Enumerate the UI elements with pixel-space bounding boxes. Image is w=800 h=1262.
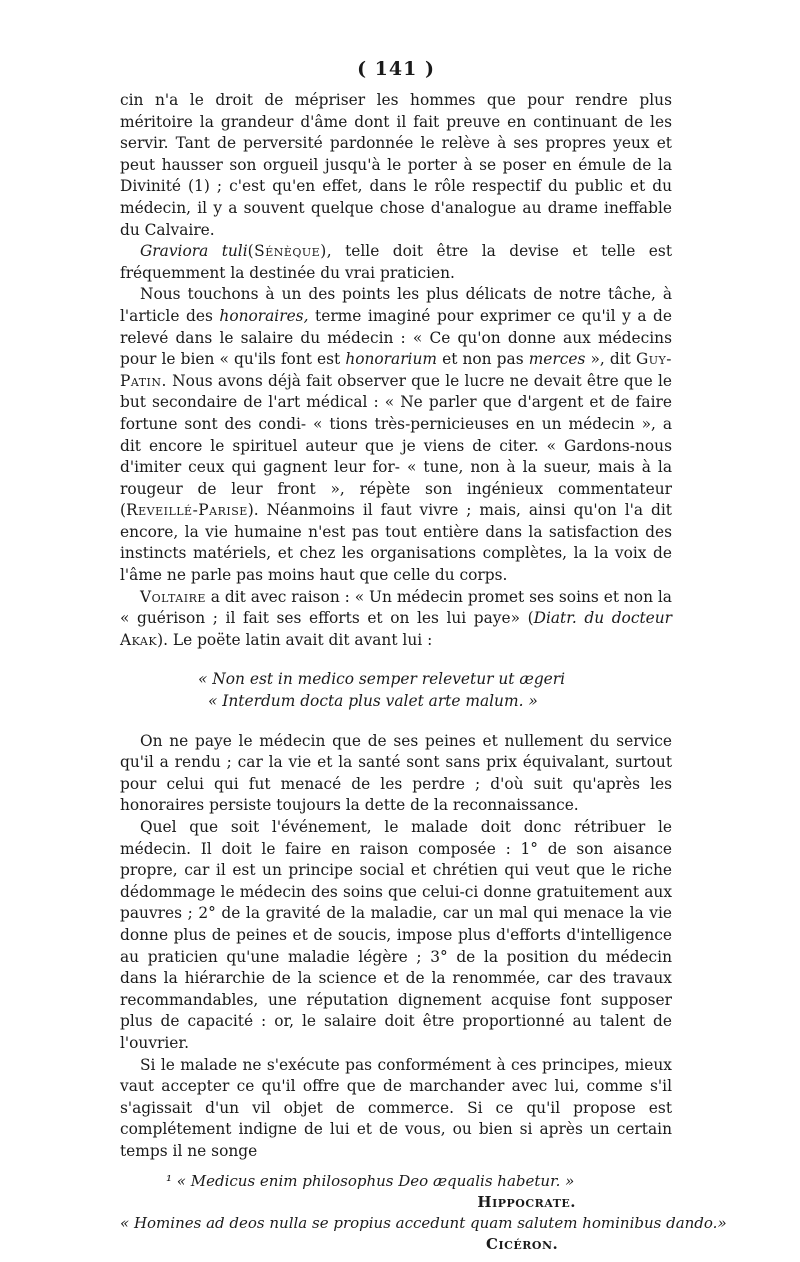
paragraph-2-text: , telle doit être la devise et telle est fréquemment la destinée du vrai praticien. — [120, 242, 673, 282]
verse-line-1: « Non est in medico semper relevetur ut ægeri — [198, 670, 566, 689]
p4-text-b: ). Le poëte latin avait dit avant lui : — [157, 630, 433, 649]
term-merces: merces — [528, 350, 586, 369]
p3-text-f: ). Néanmoins il faut vivre ; mais, ainsi qu'on l'a dit encore, la vie humaine n'est pas tout entière dans la satisfaction des instincts matériels, et chez les organisations complètes, la la voix de l'âme ne parle pas moins haut que celle du corps. — [120, 501, 672, 585]
p3-text-b: terme imaginé pour exprimer ce qu'il y a de relevé dans le salaire du médecin : « Ce qu'on donne aux médecins pour le bien « qu'ils font est — [120, 306, 672, 369]
author-voltaire: Voltaire — [140, 587, 206, 606]
paragraph-3 — [120, 284, 672, 586]
latin-verse — [198, 669, 672, 712]
footnote-marker: ¹ — [166, 1171, 173, 1190]
term-honoraires: honoraires, — [219, 306, 309, 325]
footnote-1 — [120, 1171, 672, 1192]
footnote-1-author: Hippocrate. — [477, 1192, 576, 1211]
footnote-2: « Homines ad deos nulla se propius accedunt quam salutem hominibus dando.» — [120, 1213, 727, 1232]
footnote-1-text: « Medicus enim philosophus Deo æqualis habetur. » — [176, 1171, 575, 1190]
verse-line-2: « Interdum docta plus valet arte malum. » — [208, 692, 538, 711]
paragraph-2 — [120, 241, 672, 284]
paragraph-5: On ne paye le médecin que de ses peines et nullement du service qu'il a rendu ; car la vie et la santé sont sans prix équivalant, surtout pour celui qui fut menacé de les perdre ; d'où suit qu'après les honoraires persiste toujours la dette de la reconnaissance. — [120, 731, 672, 815]
body-text — [120, 90, 672, 651]
footnote-2-author: Cicéron. — [486, 1234, 559, 1253]
p3-text-e: Nous avons déjà fait observer que le lucre ne devait être que le but secondaire de l'art médical : « Ne parler que d'argent et de faire fortune sont des condi- « tions très-pernicieuses en un médecin », a dit encore le spirituel auteur que je viens de citer. « Gardons-nous d'imiter ceux qui gagnent leur for- « tune, non à la sueur, mais à la rougeur de leur front », répète son ingénieux commentateur ( — [120, 371, 672, 520]
p3-text-c: et non pas — [437, 350, 529, 369]
author-reveille-parise: Reveillé-Parise — [126, 501, 248, 520]
author-akak: Akak — [120, 630, 158, 649]
source-diatr: Diatr. du docteur — [533, 609, 673, 628]
paragraph-4 — [120, 587, 672, 652]
p3-text-d: », dit — [585, 350, 636, 369]
body-text-continued — [120, 731, 672, 1163]
latin-quote: Graviora tuli — [140, 242, 248, 261]
author-guy-patin: Guy-Patin. — [120, 350, 672, 390]
footnotes — [120, 1171, 727, 1255]
paragraph-1: cin n'a le droit de mépriser les hommes que pour rendre plus méritoire la grandeur d'âme dont il fait preuve en continuant de les servir. Tant de perversité pardonnée le relève à ses propres yeux et peut hausser son orgueil jusqu'à le porter à se poser en émule de la Divinité (1) ; c'est qu'en effet, dans le rôle respectif du public et du médecin, il y a souvent quelque chose d'analogue au drame ineffable du Calvaire. — [120, 91, 672, 239]
footnote-separator — [120, 1163, 672, 1171]
paragraph-6: Quel que soit l'événement, le malade doit donc rétribuer le médecin. Il doit le faire en raison composée : 1° de son aisance propre, car il est un principe social et chrétien qui veut que le riche dédommage le médecin des soins que celui-ci donne gratuitement aux pauvres ; 2° de la gravité de la maladie, car un mal qui menace la vie donne plus de peines et de soucis, impose plus d'efforts d'intelligence au praticien qu'une maladie légère ; 3° de la position du médecin dans la hiérarchie de la science et de la renommée, car des travaux recommandables, une réputation dignement acquise font supposer plus de capacité : or, le salaire doit être proportionné au talent de l'ouvrier. — [120, 818, 672, 1052]
p4-text-a: a dit avec raison : « Un médecin promet ses soins et non la « guérison ; il fait ses efforts et on les lui paye» ( — [120, 587, 672, 628]
page-number: ( 141 ) — [357, 58, 435, 80]
p3-text-a: Nous touchons à un des points les plus délicats de notre tâche, à l'article des — [120, 285, 672, 325]
author-seneque: (Sénèque) — [247, 242, 327, 261]
term-honorarium: honorarium — [345, 350, 437, 369]
paragraph-7: Si le malade ne s'exécute pas conformément à ces principes, mieux vaut accepter ce qu'il offre que de marchander avec lui, comme s'il s'agissait d'un vil objet de commerce. Si ce qu'il propose est complétement indigne de lui et de vous, ou bien si après un certain temps il ne songe — [120, 1055, 672, 1160]
